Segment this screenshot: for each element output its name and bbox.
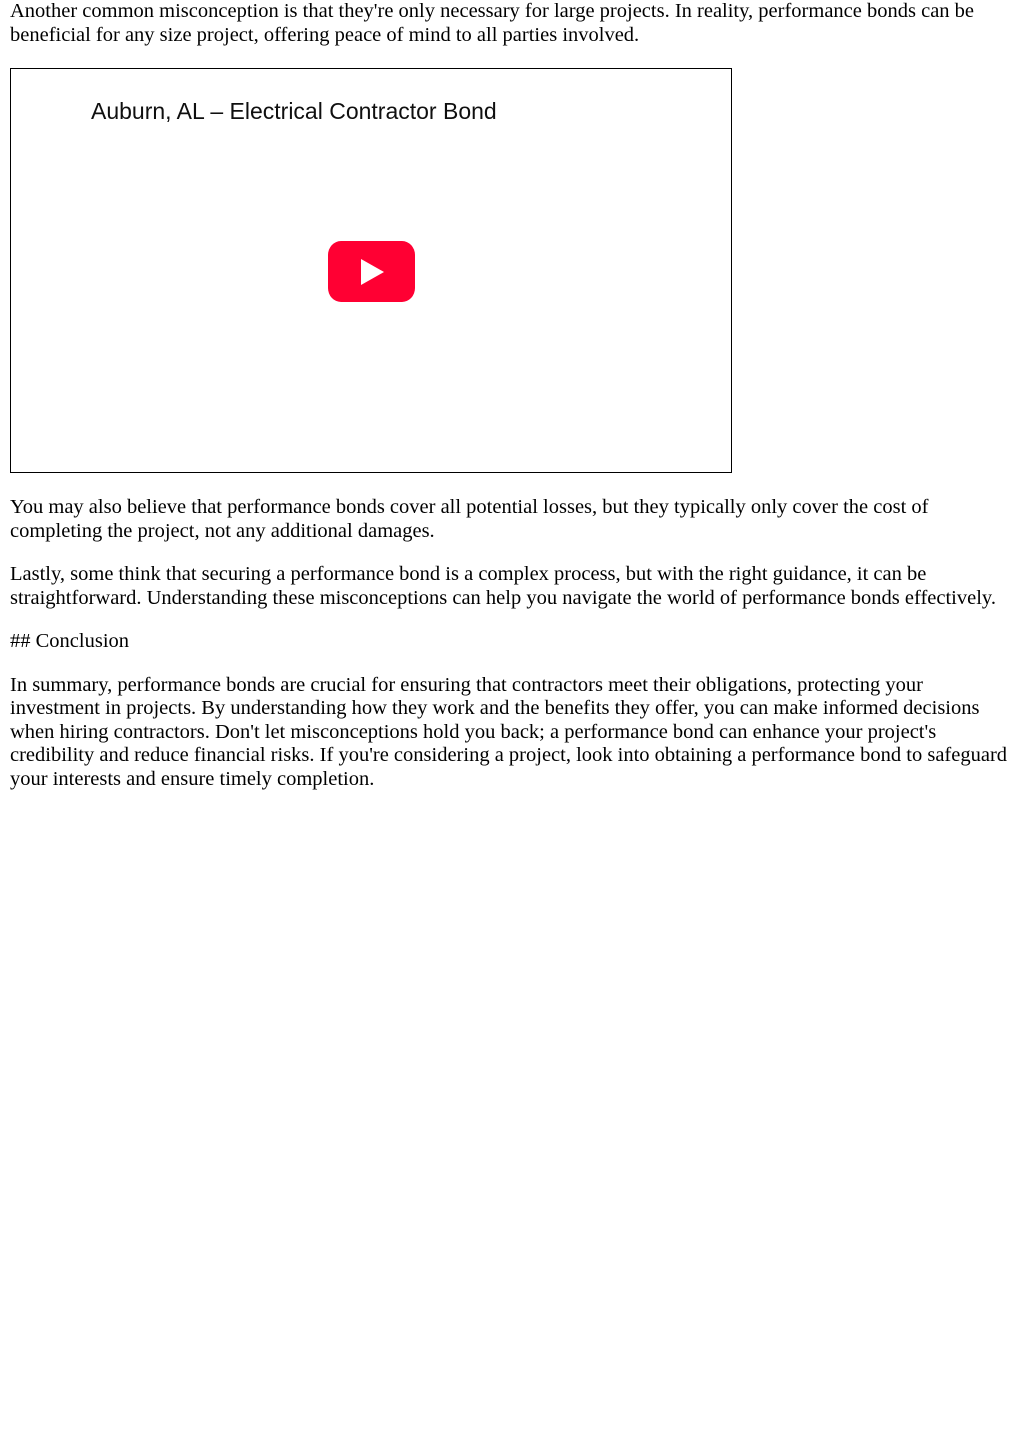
paragraph-lastly: Lastly, some think that securing a performance bond is a complex process, but with the right guidance, it can be straightforward. Understanding these misconceptions can help you navigate the world of performance bonds effectively. — [10, 563, 996, 609]
paragraph-intro: Another common misconception is that they're only necessary for large projects. In reality, performance bonds can be beneficial for any size project, offering peace of mind to all parties involved. — [10, 0, 975, 46]
video-title[interactable]: Auburn, AL – Electrical Contractor Bond — [91, 98, 497, 124]
heading-conclusion: ## Conclusion — [10, 630, 130, 652]
paragraph-losses: You may also believe that performance bonds cover all potential losses, but they typically only cover the cost of completing the project, not any additional damages. — [10, 496, 929, 542]
video-embed[interactable] — [10, 68, 732, 473]
play-icon — [361, 259, 384, 285]
play-button[interactable] — [328, 241, 415, 302]
paragraph-summary: In summary, performance bonds are crucial for ensuring that contractors meet their obligations, protecting your investment in projects. By understanding how they work and the benefits they offer, you can make informed decisions when hiring contractors. Don't let misconceptions hold you back; a performance bond can enhance your project's credibility and reduce financial risks. If you're considering a project, look into obtaining a performance bond to safeguard your interests and ensure timely completion. — [10, 673, 1008, 790]
